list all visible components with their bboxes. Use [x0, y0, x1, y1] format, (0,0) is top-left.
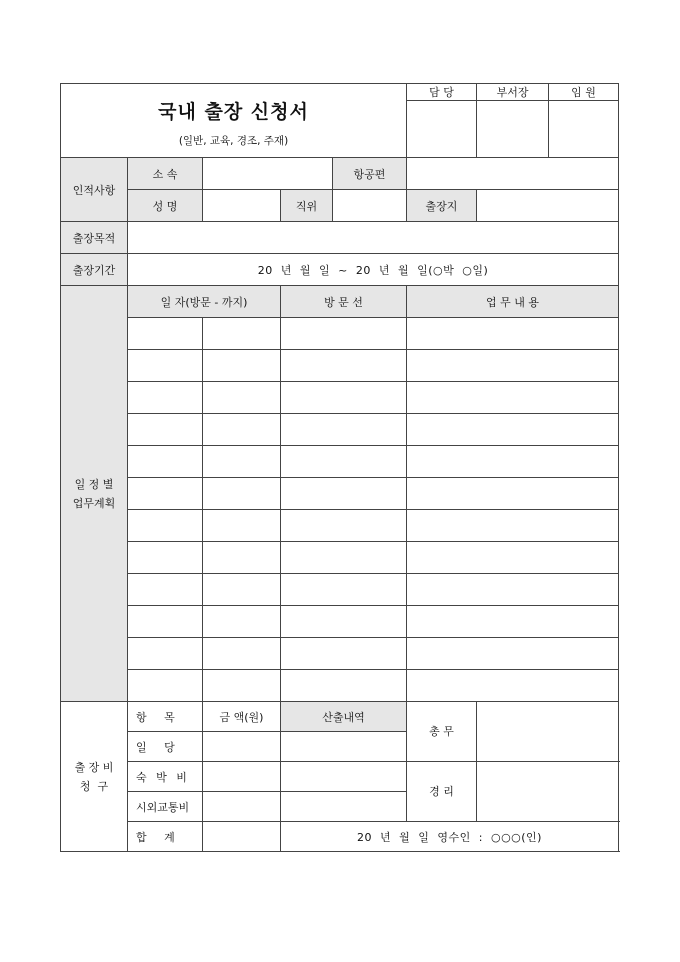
- flight-field[interactable]: [407, 158, 619, 190]
- schedule-visit[interactable]: [281, 478, 407, 510]
- destination-label: 출장지: [407, 190, 477, 222]
- schedule-date-from[interactable]: [128, 382, 203, 414]
- schedule-date-to[interactable]: [203, 446, 281, 478]
- expense-item-daily: 일 당: [128, 732, 203, 762]
- schedule-row: [61, 542, 619, 574]
- schedule-work[interactable]: [407, 318, 619, 350]
- approval-label-manager: 부서장: [477, 84, 549, 101]
- expense-label-line1: 출 장 비: [74, 760, 114, 774]
- schedule-visit[interactable]: [281, 606, 407, 638]
- schedule-row: [61, 670, 619, 702]
- expense-col-calc: 산출내역: [281, 702, 407, 732]
- schedule-date-to[interactable]: [203, 478, 281, 510]
- travel-request-form: [60, 83, 619, 852]
- schedule-work[interactable]: [407, 382, 619, 414]
- expense-col-item: 항 목: [128, 702, 203, 732]
- schedule-date-from[interactable]: [128, 478, 203, 510]
- period-field[interactable]: 20 년 월 일 ~ 20 년 월 일(○박 ○일): [128, 254, 619, 286]
- receipt-line[interactable]: 20 년 월 일 영수인 : ○○○(인): [281, 822, 619, 852]
- schedule-label-line2: 업무계획: [72, 496, 116, 510]
- expense-total-amount[interactable]: [203, 822, 281, 852]
- schedule-visit[interactable]: [281, 350, 407, 382]
- expense-amount-lodging[interactable]: [203, 762, 281, 792]
- schedule-date-from[interactable]: [128, 542, 203, 574]
- schedule-col-work: 업 무 내 용: [407, 286, 619, 318]
- schedule-row: [61, 414, 619, 446]
- schedule-work[interactable]: [407, 414, 619, 446]
- expense-total-label: 합 계: [128, 822, 203, 852]
- period-label: 출장기간: [61, 254, 128, 286]
- schedule-section-label: [61, 286, 128, 702]
- schedule-date-from[interactable]: [128, 414, 203, 446]
- schedule-work[interactable]: [407, 446, 619, 478]
- schedule-visit[interactable]: [281, 542, 407, 574]
- schedule-date-from[interactable]: [128, 350, 203, 382]
- expense-col-amount: 금 액(원): [203, 702, 281, 732]
- approval-sign-staff[interactable]: [407, 101, 477, 158]
- schedule-visit[interactable]: [281, 510, 407, 542]
- schedule-row: [61, 638, 619, 670]
- expense-section-label: [61, 702, 128, 852]
- expense-calc-transport[interactable]: [281, 792, 407, 822]
- destination-field[interactable]: [477, 190, 619, 222]
- name-field[interactable]: [203, 190, 281, 222]
- expense-amount-daily[interactable]: [203, 732, 281, 762]
- expense-calc-daily[interactable]: [281, 732, 407, 762]
- name-label: 성 명: [128, 190, 203, 222]
- purpose-field[interactable]: [128, 222, 619, 254]
- schedule-visit[interactable]: [281, 574, 407, 606]
- schedule-row: [61, 446, 619, 478]
- schedule-visit[interactable]: [281, 318, 407, 350]
- schedule-row: [61, 350, 619, 382]
- expense-item-lodging: 숙 박 비: [128, 762, 203, 792]
- position-label: 직위: [281, 190, 333, 222]
- affiliation-label: 소 속: [128, 158, 203, 190]
- flight-label: 항공편: [333, 158, 407, 190]
- schedule-row: [61, 510, 619, 542]
- schedule-date-to[interactable]: [203, 414, 281, 446]
- schedule-date-to[interactable]: [203, 510, 281, 542]
- schedule-date-to[interactable]: [203, 350, 281, 382]
- schedule-visit[interactable]: [281, 382, 407, 414]
- schedule-work[interactable]: [407, 670, 619, 702]
- accounting-sign[interactable]: [477, 762, 619, 822]
- schedule-date-from[interactable]: [128, 574, 203, 606]
- schedule-label-line1: 일 정 별: [74, 477, 114, 491]
- schedule-visit[interactable]: [281, 414, 407, 446]
- schedule-row: [61, 382, 619, 414]
- schedule-date-to[interactable]: [203, 606, 281, 638]
- schedule-row: [61, 478, 619, 510]
- approval-label-staff: 담 당: [407, 84, 477, 101]
- approval-sign-executive[interactable]: [549, 101, 619, 158]
- general-affairs-label: 총 무: [407, 702, 477, 762]
- schedule-work[interactable]: [407, 478, 619, 510]
- schedule-col-date: 일 자(방문 - 까지): [128, 286, 281, 318]
- schedule-row: [61, 606, 619, 638]
- schedule-visit[interactable]: [281, 670, 407, 702]
- schedule-date-to[interactable]: [203, 318, 281, 350]
- approval-label-executive: 임 원: [549, 84, 619, 101]
- purpose-label: 출장목적: [61, 222, 128, 254]
- approval-sign-manager[interactable]: [477, 101, 549, 158]
- general-affairs-sign[interactable]: [477, 702, 619, 762]
- schedule-work[interactable]: [407, 510, 619, 542]
- schedule-row: [61, 318, 619, 350]
- schedule-work[interactable]: [407, 606, 619, 638]
- schedule-work[interactable]: [407, 574, 619, 606]
- form-title-block: [61, 84, 407, 158]
- schedule-date-from[interactable]: [128, 606, 203, 638]
- schedule-date-to[interactable]: [203, 382, 281, 414]
- schedule-date-from[interactable]: [128, 446, 203, 478]
- schedule-date-from[interactable]: [128, 318, 203, 350]
- schedule-date-from[interactable]: [128, 638, 203, 670]
- expense-item-transport: 시외교통비: [128, 792, 203, 822]
- affiliation-field[interactable]: [203, 158, 333, 190]
- expense-label-line2: 청 구: [79, 779, 109, 793]
- schedule-row: [61, 574, 619, 606]
- schedule-date-to[interactable]: [203, 574, 281, 606]
- schedule-date-from[interactable]: [128, 510, 203, 542]
- schedule-visit[interactable]: [281, 446, 407, 478]
- form-title: 국내 출장 신청서: [158, 101, 309, 123]
- position-field[interactable]: [333, 190, 407, 222]
- expense-amount-transport[interactable]: [203, 792, 281, 822]
- schedule-date-to[interactable]: [203, 670, 281, 702]
- schedule-col-visit: 방 문 선: [281, 286, 407, 318]
- schedule-visit[interactable]: [281, 638, 407, 670]
- accounting-label: 경 리: [407, 762, 477, 822]
- schedule-work[interactable]: [407, 542, 619, 574]
- schedule-work[interactable]: [407, 350, 619, 382]
- schedule-date-from[interactable]: [128, 670, 203, 702]
- schedule-work[interactable]: [407, 638, 619, 670]
- schedule-date-to[interactable]: [203, 542, 281, 574]
- schedule-date-to[interactable]: [203, 638, 281, 670]
- personal-section-label: 인적사항: [61, 158, 128, 222]
- form-subtitle: (일반, 교육, 경조, 주재): [178, 135, 289, 147]
- expense-calc-lodging[interactable]: [281, 762, 407, 792]
